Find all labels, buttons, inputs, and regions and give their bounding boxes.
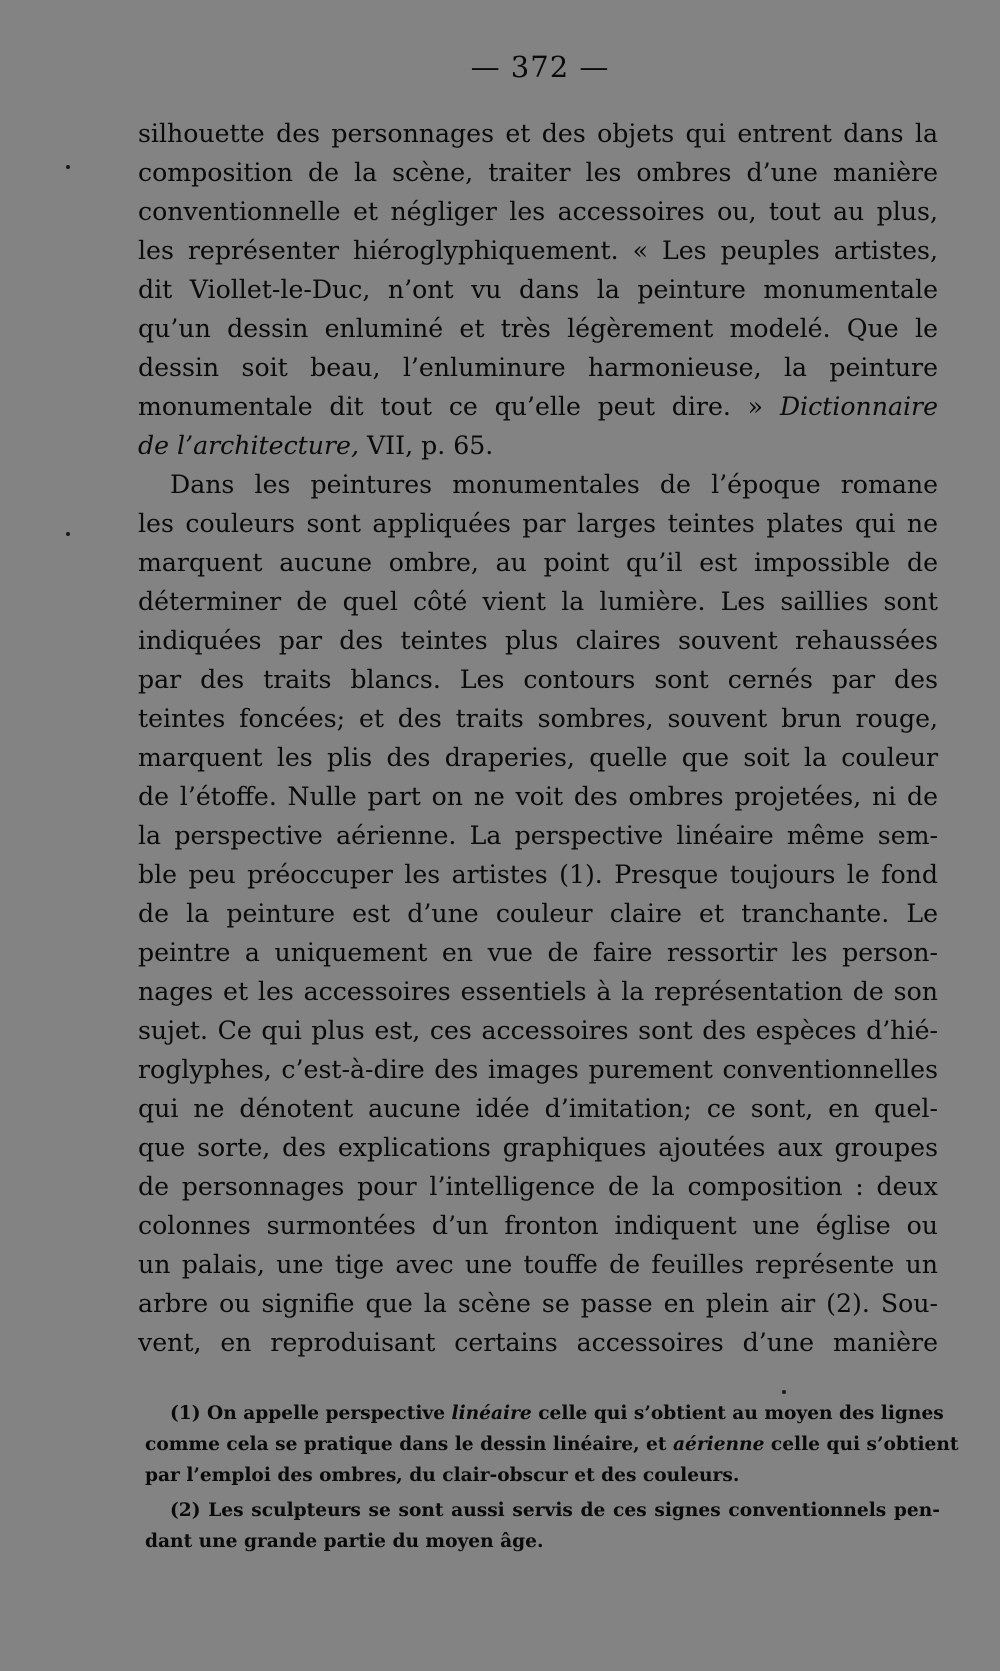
text-line: conventionnelle et négliger les accessoires ou, tout au plus, xyxy=(138,197,938,226)
text-line: silhouette des personnages et des objets qui entrent dans la xyxy=(138,119,938,148)
text-line: déterminer de quel côté vient la lumière. Les saillies sont xyxy=(138,587,938,616)
margin-speck xyxy=(66,165,70,169)
text-line: de la peinture est d’une couleur claire et tranchante. Le xyxy=(138,899,938,928)
footnote-2-line: (2) Les sculpteurs se sont aussi servis de ces signes conventionnels pen- xyxy=(170,1500,940,1521)
footnotes xyxy=(145,1398,959,1557)
text-line: peintre a uniquement en vue de faire ressortir les person- xyxy=(138,938,938,967)
footnote-text: celle qui s’obtient au moyen des lignes xyxy=(538,1403,944,1424)
footnote-text: (1) On appelle perspective xyxy=(170,1403,446,1424)
text-line: un palais, une tige avec une touffe de feuilles représente un xyxy=(138,1250,938,1279)
text-line: dessin soit beau, l’enluminure harmonieuse, la peinture xyxy=(138,353,938,382)
text-line: vent, en reproduisant certains accessoires d’une manière xyxy=(138,1328,938,1357)
footnote-text: comme cela se pratique dans le dessin linéaire, et xyxy=(145,1434,667,1455)
ink-speck xyxy=(782,1390,786,1394)
text-line: indiquées par des teintes plus claires souvent rehaussées xyxy=(138,626,938,655)
text-line: de l’étoffe. Nulle part on ne voit des ombres projetées, ni de xyxy=(138,782,938,811)
paragraph-start-line: Dans les peintures monumentales de l’époque romane xyxy=(170,470,938,499)
margin-speck xyxy=(66,532,70,536)
text-line: marquent les plis des draperies, quelle que soit la couleur xyxy=(138,743,938,772)
footnote-term: aérienne xyxy=(672,1434,765,1455)
text-line: la perspective aérienne. La perspective linéaire même sem- xyxy=(138,821,938,850)
footnote-1-line xyxy=(145,1429,959,1460)
text-line: les représenter hiéroglyphiquement. « Les peuples artistes, xyxy=(138,236,938,265)
text-line: marquent aucune ombre, au point qu’il est impossible de xyxy=(138,548,938,577)
citation-reference: VII, p. 65. xyxy=(366,431,494,460)
citation-title: Dictionnaire xyxy=(779,392,938,421)
text-line: que sorte, des explications graphiques ajoutées aux groupes xyxy=(138,1133,938,1162)
text-line: arbre ou signifie que la scène se passe en plein air (2). Sou- xyxy=(138,1289,938,1318)
text-line: roglyphes, c’est-à-dire des images purement conventionnelles xyxy=(138,1055,938,1084)
text-line: composition de la scène, traiter les ombres d’une manière xyxy=(138,158,938,187)
text-line: dit Viollet-le-Duc, n’ont vu dans la peinture monumentale xyxy=(138,275,938,304)
text-line: les couleurs sont appliquées par larges teintes plates qui ne xyxy=(138,509,938,538)
text-line-with-citation xyxy=(138,426,938,465)
text-line: colonnes surmontées d’un fronton indiquent une église ou xyxy=(138,1211,938,1240)
footnote-term: linéaire xyxy=(451,1403,532,1424)
citation-title: de l’architecture, xyxy=(138,431,359,460)
footnote-1-line xyxy=(145,1398,944,1429)
text-line: qu’un dessin enluminé et très légèrement modelé. Que le xyxy=(138,314,938,343)
footnote-1-line: par l’emploi des ombres, du clair-obscur et des couleurs. xyxy=(145,1465,740,1486)
text-line: sujet. Ce qui plus est, ces accessoires sont des espèces d’hié- xyxy=(138,1016,938,1045)
page-number: — 372 — xyxy=(470,50,610,84)
footnote-2-line: dant une grande partie du moyen âge. xyxy=(145,1531,544,1552)
text-line: de personnages pour l’intelligence de la composition : deux xyxy=(138,1172,938,1201)
text-line: ble peu préoccuper les artistes (1). Presque toujours le fond xyxy=(138,860,938,889)
text-segment: monumentale dit tout ce qu’elle peut dire. » xyxy=(138,392,764,421)
text-line: nages et les accessoires essentiels à la représentation de son xyxy=(138,977,938,1006)
text-line: qui ne dénotent aucune idée d’imitation; ce sont, en quel- xyxy=(138,1094,938,1123)
text-line-with-citation xyxy=(138,387,938,426)
text-line: teintes foncées; et des traits sombres, souvent brun rouge, xyxy=(138,704,938,733)
text-line: par des traits blancs. Les contours sont cernés par des xyxy=(138,665,938,694)
footnote-text: celle qui s’obtient xyxy=(770,1434,959,1455)
body-text xyxy=(138,114,938,1362)
